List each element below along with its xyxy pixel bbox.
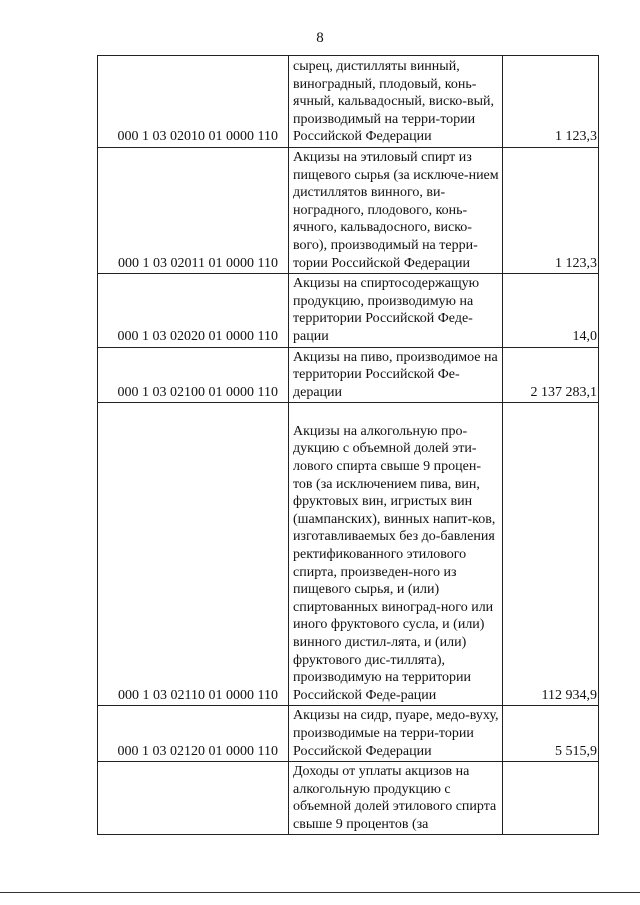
revenue-name: Акцизы на этиловый спирт из пищевого сырья (за исключе-нием дистиллятов винного, ви-ноградного, плодового, конь-ячного, кальвадосного, виско-вого), производимый на терри-тории Российской Федерации: [289, 148, 503, 274]
table-row: [98, 403, 599, 706]
classification-code: 000 1 03 02110 01 0000 110: [98, 403, 289, 706]
table-row: [98, 274, 599, 347]
revenue-name: Акцизы на сидр, пуаре, медо-вуху, производимые на терри-тории Российской Федерации: [289, 706, 503, 762]
classification-code: 000 1 03 02011 01 0000 110: [98, 148, 289, 274]
amount-value: 1 123,3: [503, 148, 599, 274]
table-row: [98, 706, 599, 762]
table-row: [98, 148, 599, 274]
classification-code: 000 1 03 02010 01 0000 110: [98, 56, 289, 148]
classification-code: [98, 762, 289, 835]
amount-value: 1 123,3: [503, 56, 599, 148]
classification-code: 000 1 03 02100 01 0000 110: [98, 347, 289, 403]
table-row: [98, 347, 599, 403]
amount-value: 5 515,9: [503, 706, 599, 762]
amount-value: 14,0: [503, 274, 599, 347]
amount-value: 2 137 283,1: [503, 347, 599, 403]
amount-value: 112 934,9: [503, 403, 599, 706]
revenue-name: Акцизы на спиртосодержащую продукцию, производимую на территории Российской Феде-рации: [289, 274, 503, 347]
budget-revenue-table: [97, 55, 599, 835]
revenue-name: Акцизы на пиво, производимое на территории Российской Фе-дерации: [289, 347, 503, 403]
revenue-name: Акцизы на алкогольную про-дукцию с объемной долей эти-лового спирта свыше 9 процен-тов (за исключением пива, вин, фруктовых вин, игристых вин (шампанских), винных напит-ков, изготавливаемых без до-бавления ректификованного этилового спирта, произведен-ного из пищевого сырья, и (или) спиртованных виноград-ного или иного фруктового сусла, и (или) винного дистил-лята, и (или) фруктового дис-тиллята), производимую на территории Российской Феде-рации: [289, 403, 503, 706]
revenue-name: Доходы от уплаты акцизов на алкогольную продукцию с объемной долей этилового спирта свыше 9 процентов (за: [289, 762, 503, 835]
page-number: 8: [316, 30, 324, 46]
revenue-name: сырец, дистилляты винный, виноградный, плодовый, конь-ячный, кальвадосный, виско-вый, производимый на терри-тории Российской Федерации: [289, 56, 503, 148]
table-row: [98, 56, 599, 148]
classification-code: 000 1 03 02120 01 0000 110: [98, 706, 289, 762]
classification-code: 000 1 03 02020 01 0000 110: [98, 274, 289, 347]
amount-value: [503, 762, 599, 835]
footer-divider: [0, 892, 640, 893]
table-row: [98, 762, 599, 835]
